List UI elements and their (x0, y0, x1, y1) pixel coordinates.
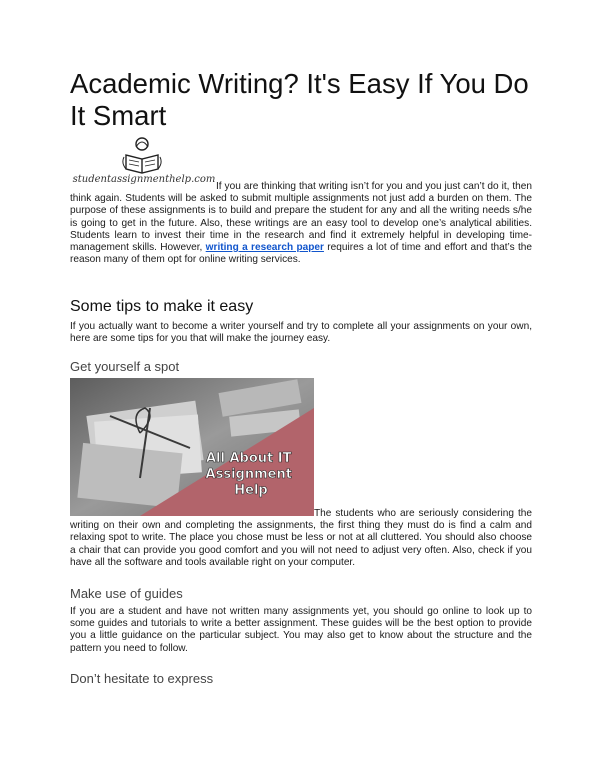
tips-paragraph: If you actually want to become a writer yourself and try to complete all your assignments on your own, here are some tips for you that will make the journey easy. (70, 321, 532, 345)
intro-text-end: requires a lot of time and effort and that’s the reason many of them opt for online writing services. (70, 242, 533, 266)
spot-text: The students who are seriously considering the writing on their own and completing the assignments, the first thing they must do is find a calm and relaxing spot to write. The place you chose must be less or not at all cluttered. You should also choose a chair that can provide you good comfort and you will not need to adjust very often. Also, check if you have all the software and tools available right on your computer. (70, 508, 532, 568)
logo-text: studentassignmenthelp.com (72, 174, 216, 185)
guides-heading: Make use of guides (70, 586, 183, 601)
page-title: Academic Writing? It's Easy If You Do It Smart (70, 68, 529, 131)
intro-paragraph (70, 181, 532, 266)
research-paper-link[interactable]: writing a research paper (205, 242, 324, 254)
site-logo (70, 135, 218, 185)
spot-paragraph (70, 508, 532, 569)
reading-person-logo-icon (123, 138, 161, 173)
guides-paragraph: If you are a student and have not written many assignments yet, you should go online to look up to some guides and tutorials to write a better assignment. These guides will be the best option to provide you a little guidance on the particular subject. You may also get to know about the structure and the pattern you need to follow. (70, 606, 532, 654)
spot-heading: Get yourself a spot (70, 359, 180, 374)
intro-text: If you are thinking that writing isn’t for you and you just can’t do it, then think again. Students will be asked to submit multiple assignments not just add a burden on them. The purpose of these assignments is to build and prepare the student for any and all the writing needs s/he is going to get in the future. Also, these writings are an easy tool to develop one’s analytical abilities. Students learn to invest their time in the research and find it extremely helpful in developing time-management skills. However, (70, 181, 532, 254)
banner-text: All About IT Assignment Help (205, 451, 292, 498)
tips-heading: Some tips to make it easy (70, 298, 254, 315)
assignment-help-image (70, 378, 314, 516)
express-heading: Don’t hesitate to express (70, 671, 214, 686)
